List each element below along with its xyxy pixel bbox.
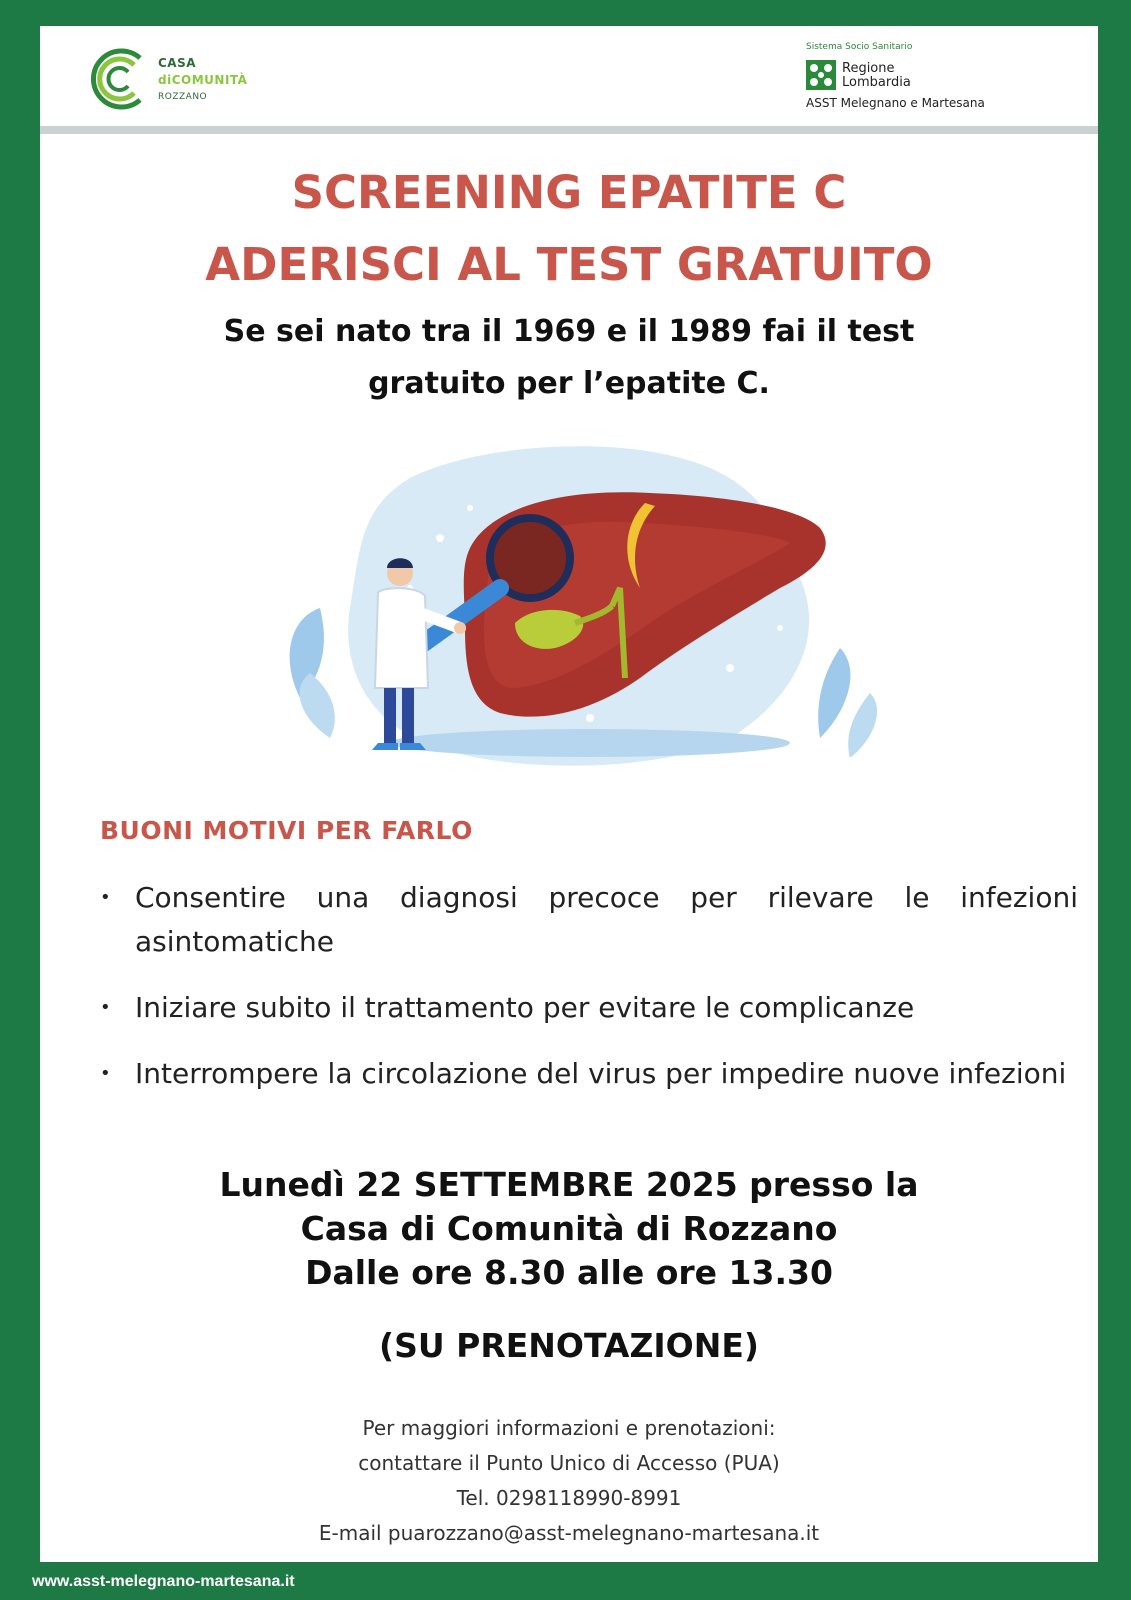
reason-text: Consentire una diagnosi precoce per rilevare le infezioni asintomatiche (135, 881, 1078, 958)
logo-text-regione-1: Regione (842, 61, 895, 76)
booking-note: (SU PRENOTAZIONE) (379, 1326, 759, 1365)
event-details (40, 1163, 1098, 1295)
subheadline-line-2: gratuito per l’epatite C. (368, 366, 770, 401)
logo-text-sistema: Sistema Socio Sanitario (806, 42, 913, 52)
reasons-list (100, 876, 1078, 1118)
subheadline (40, 306, 1098, 410)
liver-doctor-illustration (260, 438, 900, 798)
bullet-icon: • (100, 887, 111, 908)
contact-phone: Tel. 0298118990-8991 (456, 1486, 682, 1510)
casa-comunita-c-icon (86, 44, 152, 114)
bullet-icon: • (100, 997, 111, 1018)
footer-website-link[interactable]: www.asst-melegnano-martesana.it (32, 1573, 295, 1590)
logo-text-casa: CASA (158, 56, 197, 70)
contact-line-1: Per maggiori informazioni e prenotazioni: (362, 1416, 776, 1440)
event-location: Casa di Comunità di Rozzano (300, 1209, 838, 1248)
list-item (100, 876, 1078, 964)
logo-text-asst: ASST Melegnano e Martesana (806, 96, 985, 110)
event-hours: Dalle ore 8.30 alle ore 13.30 (305, 1253, 833, 1292)
logo-text-rozzano: ROZZANO (158, 92, 208, 102)
logo-text-comunita: diCOMUNITÀ (158, 73, 248, 87)
header-divider (40, 126, 1098, 134)
reason-text: Interrompere la circolazione del virus per impedire nuove infezioni (135, 1057, 1067, 1090)
list-item (100, 1052, 1078, 1096)
event-date: Lunedì 22 SETTEMBRE 2025 presso la (219, 1165, 919, 1204)
lombardia-rose-icon (806, 60, 836, 90)
headline-line-1: SCREENING EPATITE C (291, 166, 847, 219)
subheadline-line-1: Se sei nato tra il 1969 e il 1989 fai il test (223, 314, 915, 349)
contact-email: E-mail puarozzano@asst-melegnano-martesana.it (318, 1521, 820, 1545)
headline-line-2: ADERISCI AL TEST GRATUITO (205, 238, 933, 291)
regione-lombardia-logo (806, 42, 1036, 122)
contact-info (40, 1411, 1098, 1551)
logo-text-regione-2: Lombardia (842, 75, 911, 90)
contact-line-2: contattare il Punto Unico di Accesso (PUA) (358, 1451, 780, 1475)
bullet-icon: • (100, 1063, 111, 1084)
list-item (100, 986, 1078, 1030)
casa-di-comunita-logo (86, 44, 286, 116)
logo-text-regione (842, 62, 911, 90)
flyer-page (40, 26, 1098, 1562)
reasons-heading: BUONI MOTIVI PER FARLO (100, 816, 473, 845)
reason-text: Iniziare subito il trattamento per evitare le complicanze (135, 991, 915, 1024)
